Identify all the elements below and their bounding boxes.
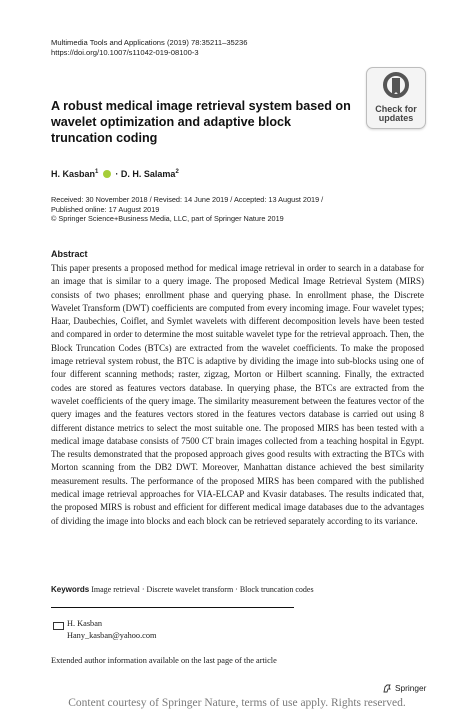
publisher-name: Springer [395,683,427,693]
springer-logo [382,683,426,693]
abstract-heading: Abstract [51,249,88,259]
paper-title: A robust medical image retrieval system based on wavelet optimization and adaptive block truncation coding [51,99,351,145]
author-2[interactable]: D. H. Salama [120,169,176,179]
author-1-affiliation: 1 [95,169,99,175]
check-for-updates-badge[interactable] [366,67,426,129]
extended-author-info: Extended author information available on the last page of the article [51,656,277,665]
author-1[interactable]: H. Kasban [51,169,96,179]
orcid-icon[interactable] [103,170,111,178]
corresponding-author-email[interactable]: Hany_kasban@yahoo.com [67,631,157,640]
bookmark-icon [383,72,409,104]
badge-line-1: Check for [375,104,417,114]
copyright-line: © Springer Science+Business Media, LLC, part of Springer Nature 2019 [51,214,284,223]
abstract-text: This paper presents a proposed method for medical image retrieval in order to search in a database for an image that is similar to a query image. The proposed Medical Image Retrieval System (MIRS) consists of two phases; enrollment phase and querying phase. In enrollment phase, the Discrete Wavelet Transform (DWT) coefficients are computed from every incoming image. Four wavelet types; Haar, Daubechies, Coiflet, and Symlet wavelets with different decomposition levels have been tested and compared in order to determine the most suitable wavelet type for the retrieval approach. Then, the Block Truncation Codes (BTCs) are extracted from the wavelet coefficients. To make the proposed image retrieval system robust, the BTC is adaptive by dividing the image into sub-blocks using one of four different scanning methods; raster, zigzag, Morton or Hilbert scanning. Finally, the extracted codes are stored as features vectors database. In querying phase, the BTCs are extracted from the wavelet coefficients of the query image. The similarity measurement between the features vector of the query images and the features vectors stored in the features vectors database is carried out using 8 different distance metrics to select the most suitable one. The proposed MIRS has been tested with a medical image database consists of 7500 CT brain images collected from a teaching hospital in Egypt. The results demonstrated that the proposed approach gives good results with extracting the BTCs with Morton scanning from the DB2 DWT. Moreover, Manhattan distance achieved the best similarity measurement results. The performance of the proposed MIRS has been compared with the published medical image retrieval approaches for VIA-ELCAP and Kvasir databases. The results indicated that, the proposed MIRS is robust and efficient for different medical image databases due to the advantages of dividing the image into blocks and each block can be retrieved separately according to its variance. [51,263,424,526]
author-separator: · [115,169,119,179]
publication-dates [51,195,323,224]
corresponding-author-name: H. Kasban [67,619,103,628]
journal-citation: Multimedia Tools and Applications (2019) 78:35211–35236 [51,38,248,47]
footnote-divider [51,607,294,608]
keywords-label: Keywords [51,585,90,594]
springer-horse-icon [382,683,392,693]
dates-line-2: Published online: 17 August 2019 [51,204,160,214]
doi-link[interactable]: https://doi.org/10.1007/s11042-019-08100-3 [51,48,199,57]
author-2-affiliation: 2 [175,169,179,175]
dates-line-1: Received: 30 November 2018 / Revised: 14 June 2019 / Accepted: 13 August 2019 / [51,195,324,204]
author-list [51,166,179,180]
badge-line-2: updates [378,113,414,123]
keywords-text: Image retrieval · Discrete wavelet transform · Block truncation codes [91,585,314,594]
keywords [51,585,431,594]
envelope-icon [53,622,64,630]
courtesy-notice: Content courtesy of Springer Nature, terms of use apply. Rights reserved. [68,697,406,709]
